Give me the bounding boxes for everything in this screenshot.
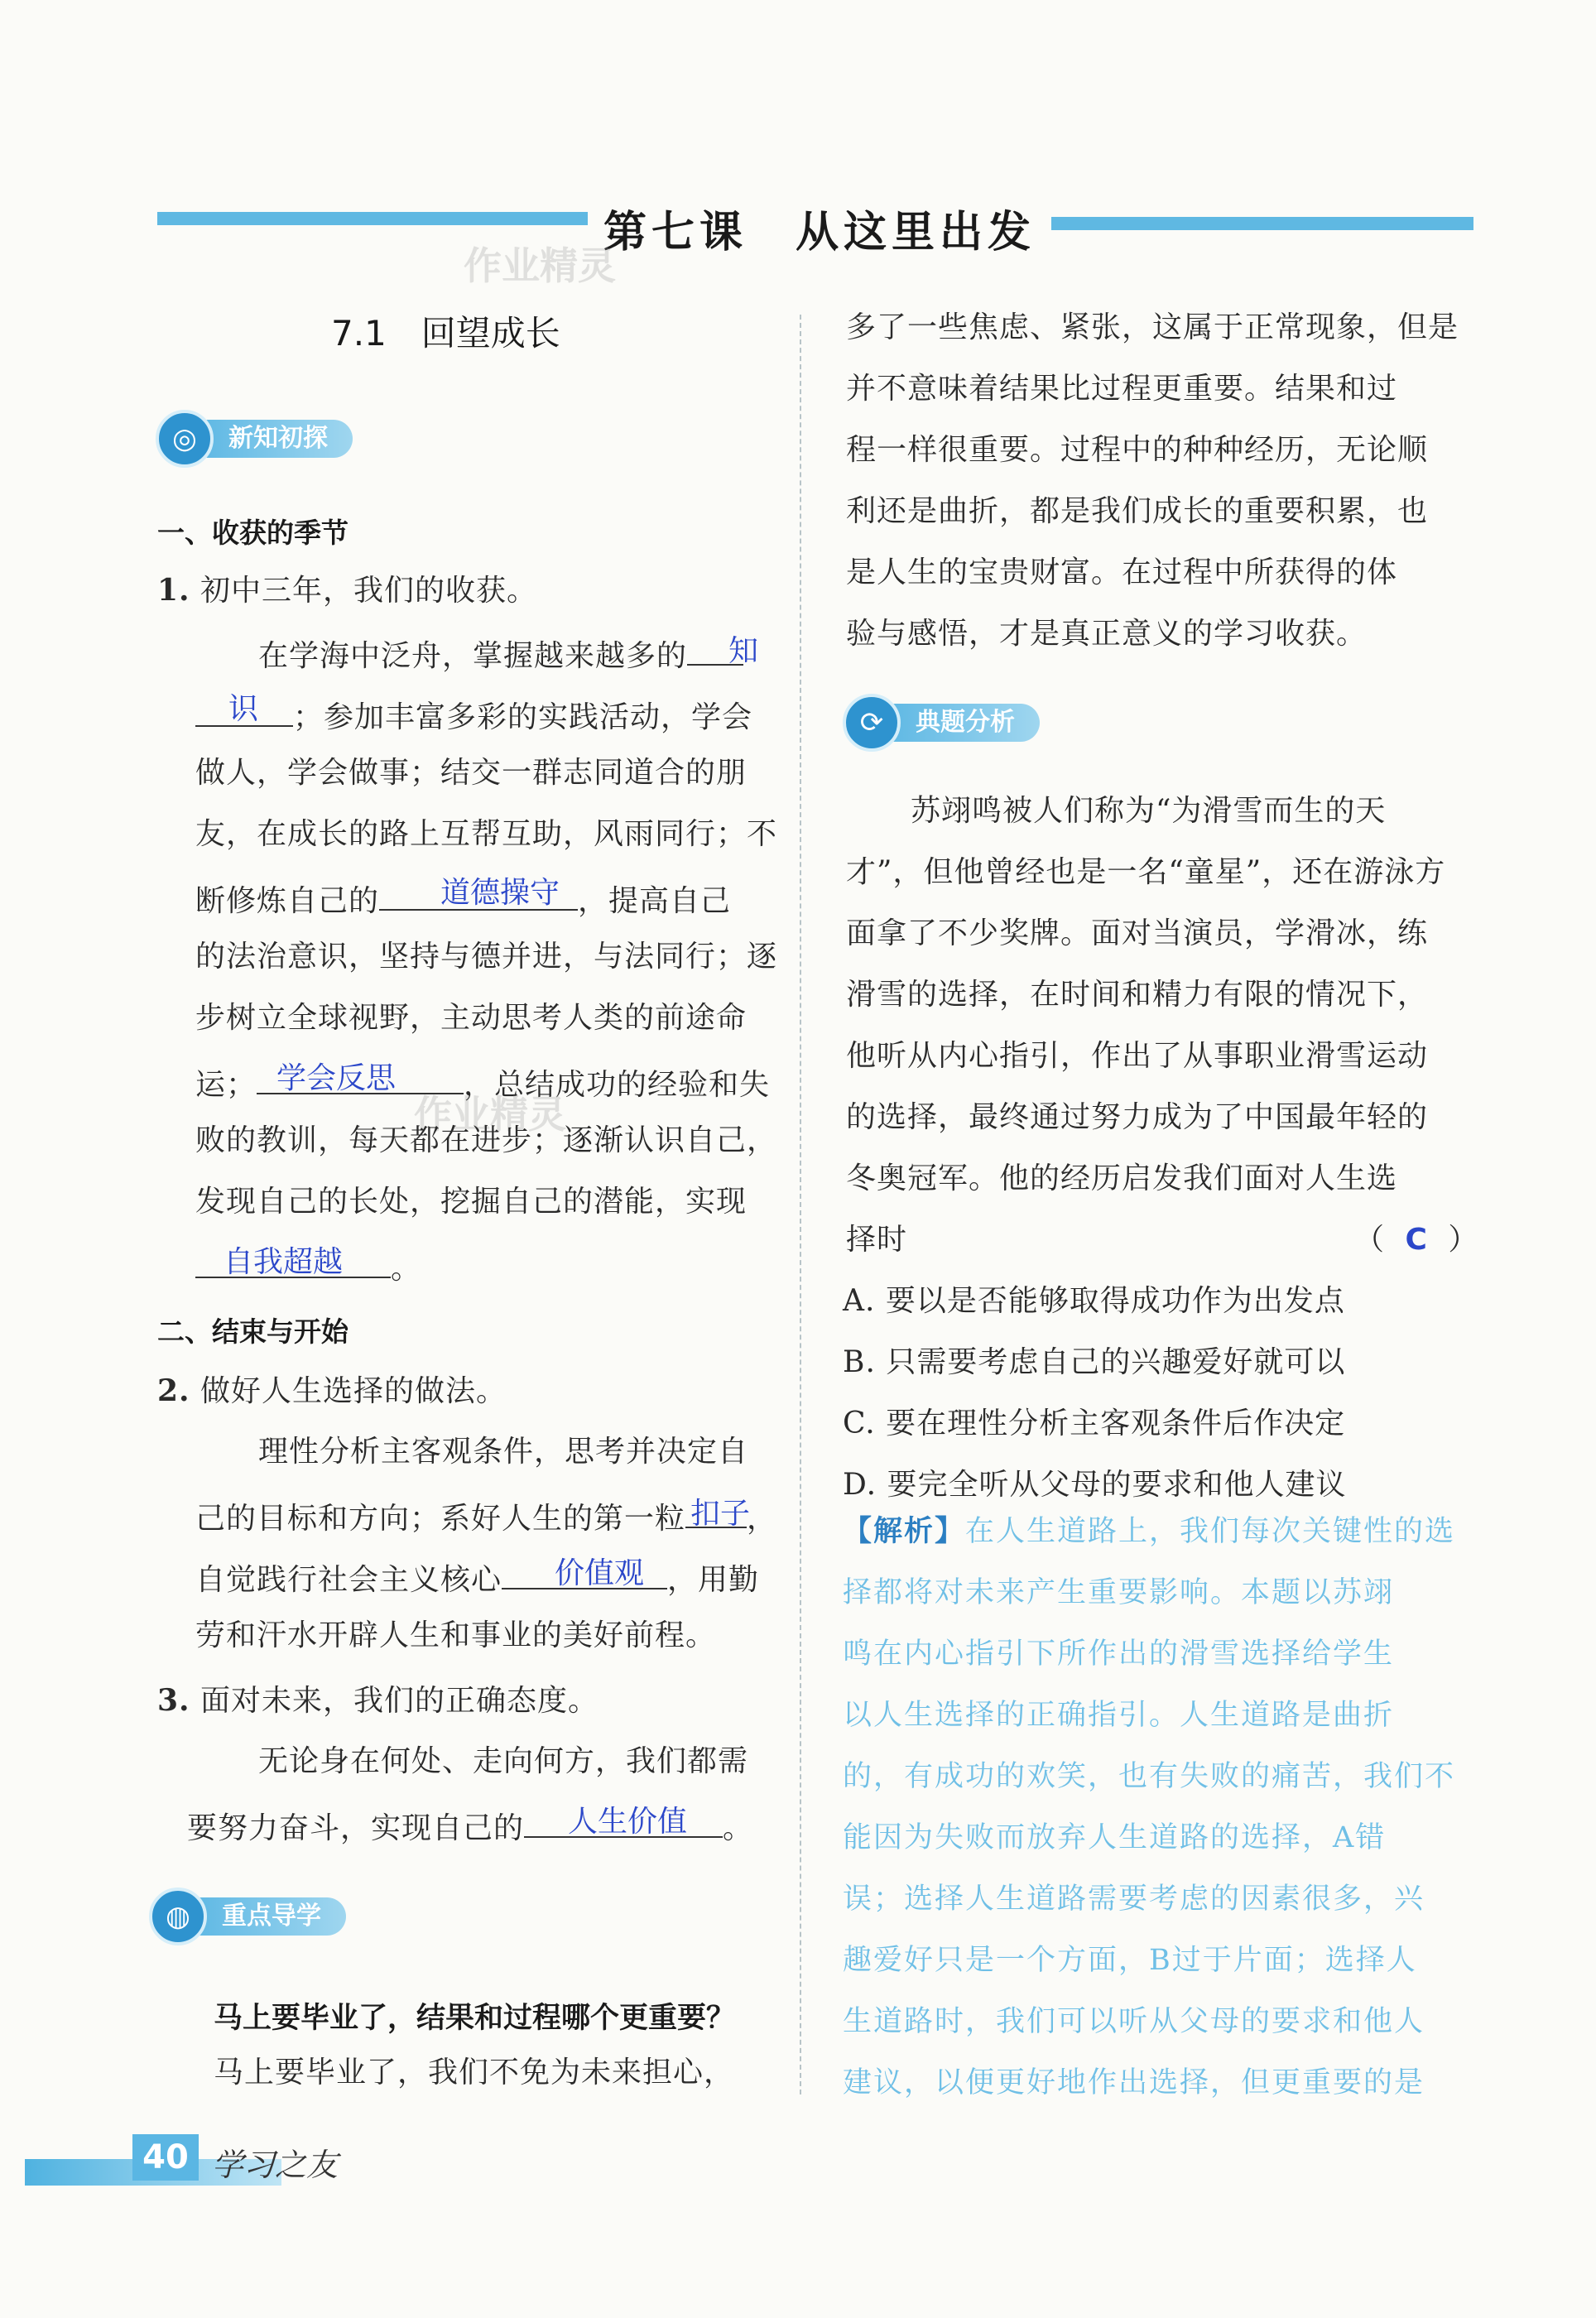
answer-text: 人生价值 bbox=[568, 1805, 688, 1839]
q1-line: 步树立全球视野，主动思考人类的前途命 bbox=[195, 1001, 748, 1035]
page-number: 40 bbox=[132, 2134, 199, 2181]
example-line: 面拿了不少奖牌。面对当演员，学滑冰，练 bbox=[846, 916, 1429, 950]
q3-line: 无论身在何处、走向何方，我们都需 bbox=[258, 1744, 749, 1778]
question-number: 2. bbox=[157, 1373, 190, 1408]
text: 在人生道路上，我们每次关键性的选 bbox=[965, 1515, 1456, 1548]
explanation-line: 的，有成功的欢笑，也有失败的痛苦，我们不 bbox=[843, 1760, 1456, 1793]
paragraph-line: 并不意味着结果比过程更重要。结果和过 bbox=[846, 372, 1398, 406]
paren-close: ） bbox=[1448, 1223, 1479, 1257]
answer-text: 扣子 bbox=[690, 1497, 751, 1531]
example-line: 冬奥冠军。他的经历启发我们面对人生选 bbox=[846, 1161, 1398, 1195]
question-1 bbox=[157, 574, 537, 608]
question-number: 1. bbox=[157, 573, 190, 608]
question-number: 3. bbox=[157, 1683, 190, 1718]
watermark: 作业精灵 bbox=[464, 243, 616, 288]
text: ；参加丰富多彩的实践活动，学会 bbox=[293, 700, 753, 734]
key-question: 马上要毕业了，结果和过程哪个更重要？ bbox=[214, 2002, 736, 2035]
explanation-line: 择都将对未来产生重要影响。本题以苏翊 bbox=[843, 1576, 1395, 1609]
example-line: 的选择，最终通过努力成为了中国最年轻的 bbox=[846, 1100, 1429, 1134]
title-band-right bbox=[1051, 217, 1473, 230]
lesson-title: 第七课 从这里出发 bbox=[603, 208, 1036, 257]
badge-label: 典题分析 bbox=[876, 704, 1040, 742]
paragraph-line: 多了一些焦虑、紧张，这属于正常现象，但是 bbox=[846, 310, 1459, 344]
watermark: 作业精灵 bbox=[414, 1092, 566, 1137]
book-name: 学习之友 bbox=[212, 2147, 339, 2183]
explanation-line: 建议，以便更好地作出选择，但更重要的是 bbox=[843, 2066, 1425, 2099]
q1-line: 发现自己的长处，挖掘自己的潜能，实现 bbox=[195, 1185, 748, 1219]
paragraph-line: 是人生的宝贵财富。在过程中所获得的体 bbox=[846, 555, 1398, 589]
explanation-line: 趣爱好只是一个方面，B过于片面；选择人 bbox=[843, 1944, 1417, 1977]
paren-open: （ bbox=[1354, 1223, 1386, 1257]
explanation-line bbox=[843, 1515, 1455, 1548]
heading-harvest: 一、收获的季节 bbox=[157, 517, 349, 549]
example-line: 滑雪的选择，在时间和精力有限的情况下， bbox=[846, 978, 1429, 1012]
text: 己的目标和方向；系好人生的第一粒 bbox=[195, 1502, 686, 1536]
answer-parentheses bbox=[1354, 1224, 1478, 1257]
text: 。 bbox=[723, 1811, 754, 1845]
answer-text: 道德操守 bbox=[440, 876, 560, 910]
example-line: 择时 bbox=[846, 1223, 908, 1257]
question-2 bbox=[157, 1374, 507, 1408]
q1-line bbox=[258, 634, 743, 673]
question-title: 面对未来，我们的正确态度。 bbox=[200, 1684, 599, 1718]
answer-text: 知 bbox=[728, 634, 759, 668]
paragraph-line: 利还是曲折，都是我们成长的重要积累，也 bbox=[846, 494, 1429, 528]
text: 断修炼自己的 bbox=[195, 884, 380, 918]
key-paragraph-line: 马上要毕业了，我们不免为未来担心， bbox=[214, 2056, 735, 2090]
answer-text: 自我超越 bbox=[224, 1245, 344, 1279]
text: 自觉践行社会主义核心 bbox=[195, 1563, 502, 1597]
option-b: B. 只需要考虑自己的兴趣爱好就可以 bbox=[843, 1345, 1346, 1379]
badge-label: 重点导学 bbox=[182, 1897, 346, 1936]
explanation-line: 以人生选择的正确指引。人生道路是曲折 bbox=[843, 1699, 1395, 1732]
example-line: 他听从内心指引，作出了从事职业滑雪运动 bbox=[846, 1039, 1429, 1073]
title-band-left bbox=[157, 212, 588, 225]
question-3 bbox=[157, 1684, 598, 1718]
q2-line bbox=[195, 1558, 759, 1597]
q2-line: 理性分析主客观条件，思考并决定自 bbox=[258, 1435, 749, 1469]
section-title: 7.1 回望成长 bbox=[331, 313, 560, 353]
text: 在学海中泛舟，掌握越来越多的 bbox=[258, 639, 688, 673]
text: 要努力奋斗，实现自己的 bbox=[187, 1811, 525, 1845]
example-line: 苏翊鸣被人们称为“为滑雪而生的天 bbox=[911, 794, 1387, 828]
explanation-line: 能因为失败而放弃人生道路的选择，A错 bbox=[843, 1821, 1387, 1854]
heading-end-and-start: 二、结束与开始 bbox=[157, 1315, 349, 1348]
option-a: A. 要以是否能够取得成功作为出发点 bbox=[843, 1284, 1345, 1318]
q1-line: 的法治意识，坚持与德并进，与法同行；逐 bbox=[195, 940, 778, 974]
text: ，总结成功的经验和失 bbox=[464, 1068, 771, 1102]
question-title: 做好人生选择的做法。 bbox=[200, 1374, 507, 1408]
q1-line: 友，在成长的路上互帮互助，风雨同行；不 bbox=[195, 817, 778, 851]
option-d: D. 要完全听从父母的要求和他人建议 bbox=[843, 1468, 1347, 1502]
explanation-line: 生道路时，我们可以听从父母的要求和他人 bbox=[843, 2005, 1425, 2038]
badge-label: 新知初探 bbox=[189, 420, 353, 458]
explanation-line: 误；选择人生道路需要考虑的因素很多，兴 bbox=[843, 1883, 1425, 1916]
answer-text: 学会反思 bbox=[276, 1061, 397, 1095]
target-icon: ◎ bbox=[156, 410, 214, 468]
explanation-tag: 【解析】 bbox=[843, 1514, 966, 1548]
option-c: C. 要在理性分析主客观条件后作决定 bbox=[843, 1407, 1346, 1440]
text: ，提高自己 bbox=[578, 884, 732, 918]
answer-text: 价值观 bbox=[555, 1556, 645, 1590]
swirl-icon: ⟳ bbox=[843, 694, 901, 752]
explanation-line: 鸣在内心指引下所作出的滑雪选择给学生 bbox=[843, 1638, 1395, 1671]
question-title: 初中三年，我们的收获。 bbox=[200, 574, 538, 608]
globe-icon: ◍ bbox=[149, 1888, 207, 1945]
text: 运； bbox=[195, 1068, 257, 1102]
answer-text: 识 bbox=[228, 692, 259, 726]
paragraph-line: 程一样很重要。过程中的种种经历，无论顺 bbox=[846, 433, 1429, 467]
text: ，用勤 bbox=[667, 1563, 760, 1597]
example-line: 才”，但他曾经也是一名“童星”，还在游泳方 bbox=[846, 855, 1446, 889]
paragraph-line: 验与感悟，才是真正意义的学习收获。 bbox=[846, 617, 1368, 651]
q1-line bbox=[195, 695, 752, 734]
q1-line: 败的教训，每天都在进步；逐渐认识自己， bbox=[195, 1123, 778, 1157]
q2-line: 劳和汗水开辟人生和事业的美好前程。 bbox=[195, 1618, 717, 1652]
column-divider bbox=[800, 315, 801, 2094]
q1-line: 做人，学会做事；结交一群志同道合的朋 bbox=[195, 756, 748, 790]
text: 。 bbox=[391, 1252, 422, 1286]
text: ， bbox=[747, 1502, 778, 1536]
answer-choice: C bbox=[1405, 1223, 1428, 1257]
